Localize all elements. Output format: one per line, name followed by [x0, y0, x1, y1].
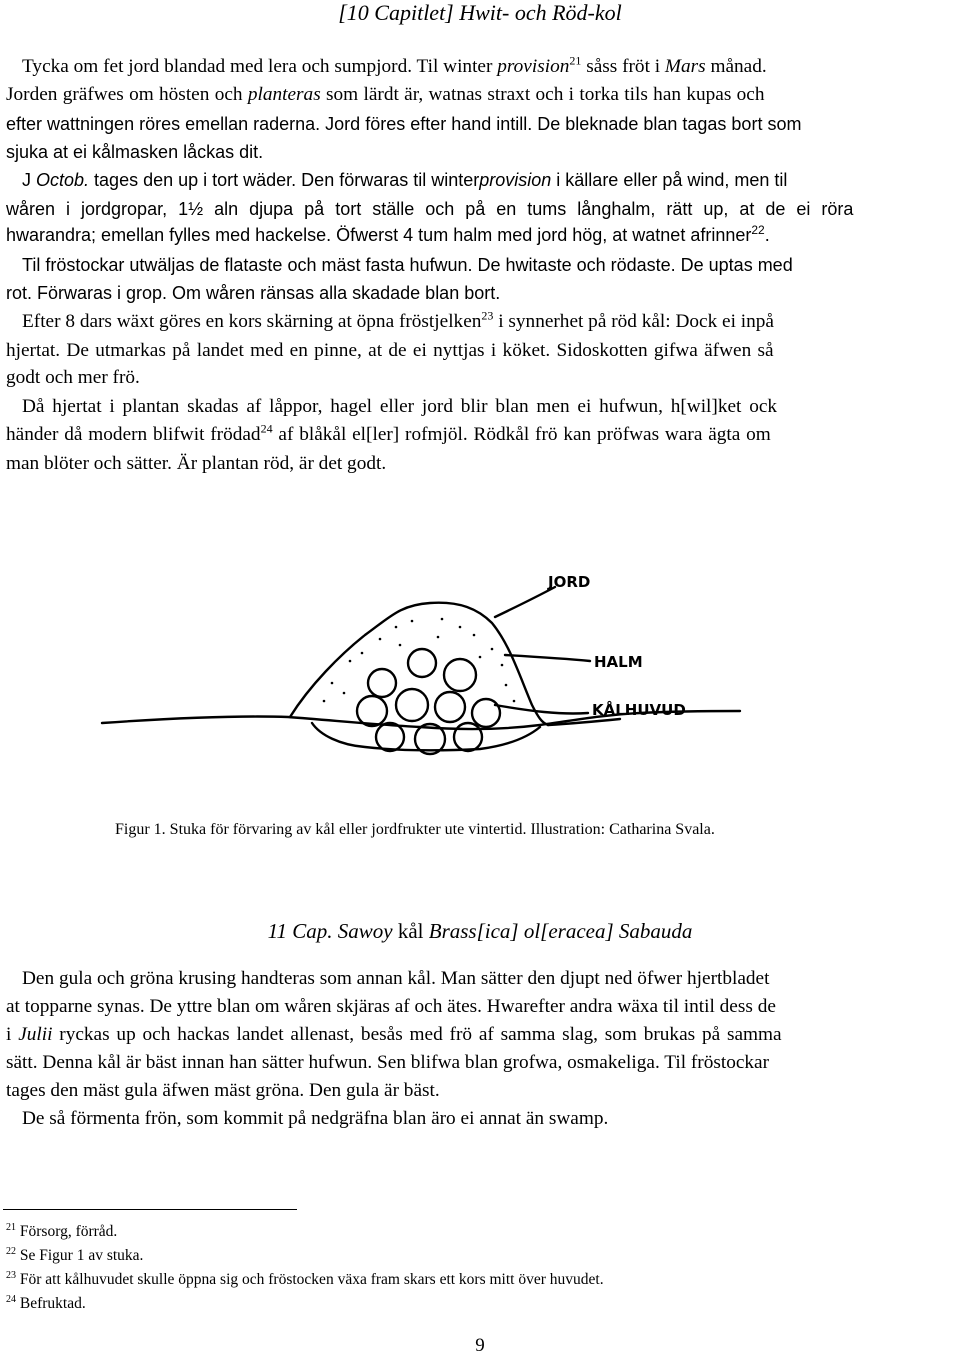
cabbage-head	[472, 699, 500, 727]
text-line	[22, 1108, 608, 1130]
cabbage-head	[368, 669, 396, 697]
text-line	[6, 340, 774, 362]
chapter11-heading	[0, 918, 960, 944]
text-run: rot. Förwaras i grop. Om wåren ränsas alla skadade blan bort.	[6, 283, 501, 303]
text-run: af blåkål el[ler] rofmjöl. Rödkål frö kan pröfwas wara ägta om	[272, 424, 771, 445]
text-line	[6, 84, 764, 106]
text-run: Julii	[18, 1024, 53, 1045]
label-jord: JORD	[548, 573, 591, 591]
cabbage-head	[396, 689, 428, 721]
chapter-heading-text: [10 Capitlet] Hwit- och Röd-kol	[338, 0, 622, 25]
stuka-illustration	[100, 565, 820, 780]
cabbage-head	[357, 696, 387, 726]
text-line	[6, 225, 770, 246]
text-line	[6, 996, 776, 1018]
text-run: provision	[479, 170, 552, 190]
cabbage-head	[408, 649, 436, 677]
label-halm: HALM	[594, 653, 643, 671]
text-line	[6, 1052, 769, 1074]
text-run: tages den up i tort wäder. Den förwaras til winter	[89, 170, 480, 190]
text-run: såss fröt i	[581, 56, 665, 77]
label-leader-jord	[495, 587, 555, 617]
text-run: Tycka om fet jord blandad med lera och sumpjord. Til winter	[22, 56, 498, 77]
chapter-heading	[0, 0, 960, 26]
text-run: i källare eller på wind, men til	[551, 170, 788, 190]
text-run: man blöter och sätter. Är plantan röd, är det godt.	[6, 453, 387, 474]
label-leader-kalhuvud	[495, 705, 588, 714]
footnote-number: 24	[6, 1293, 16, 1305]
text-run: Den gula och gröna krusing handteras som annan kål. Man sätter den djupt ned öfwer hjertbladet	[22, 968, 770, 989]
footnote-text: Försorg, förråd.	[16, 1223, 118, 1240]
text-run: efter wattningen röres emellan raderna. Jord föres efter hand intill. De bleknade blan tagas bort som	[6, 114, 802, 134]
text-run: sjuka at ei kålmasken låckas dit.	[6, 142, 264, 162]
cabbage-head	[376, 723, 404, 751]
footnote-ref: 22	[751, 223, 765, 237]
text-line	[6, 367, 140, 389]
text-run: wåren i jordgropar, 1½ aln djupa på tort ställe och på en tums långhalm, rätt up, at de ei röra	[6, 199, 854, 219]
text-line	[6, 142, 263, 163]
text-run: i synnerhet på röd kål: Dock ei inpå	[493, 311, 774, 332]
footnote	[6, 1246, 143, 1266]
figure-caption: Figur 1. Stuka för förvaring av kål eller jordfrukter ute vintertid. Illustration: Catharina Svala.	[115, 821, 715, 838]
text-run: månad.	[705, 56, 767, 77]
text-run: Til fröstockar utwäljas de flataste och mäst fasta hufwun. De hwitaste och rödaste. De uptas med	[22, 255, 793, 275]
text-line	[22, 308, 774, 333]
footnote	[6, 1294, 86, 1314]
text-line	[6, 283, 500, 304]
text-run: som lärdt är, watnas straxt och i torka tils han kupas och	[320, 84, 765, 105]
footnote-text: För att kålhuvudet skulle öppna sig och fröstocken växa fram skars ett kors mitt över huvudet.	[16, 1271, 604, 1288]
cabbage-head	[435, 692, 465, 722]
text-run: godt och mer frö.	[6, 367, 140, 388]
footnote-ref: 23	[481, 308, 494, 323]
cabbage-head	[454, 723, 482, 751]
text-run: ryckas up och hackas landet allenast, besås med frö af samma slag, som brukas på samma	[52, 1024, 782, 1045]
text-line	[22, 170, 787, 191]
footnote-number: 22	[6, 1245, 16, 1257]
text-run: tages den mäst gula äfwen mäst gröna. Den gula är bäst.	[6, 1080, 440, 1101]
text-run: Brass[ica] ol[eracea] Sabauda	[428, 919, 693, 943]
text-line	[22, 396, 777, 418]
footnote	[6, 1222, 117, 1242]
text-run: hwarandra; emellan fylles med hackelse. Öfwerst 4 tum halm med jord hög, at watnet afrinner	[6, 225, 752, 245]
text-run: Octob.	[36, 170, 90, 190]
cabbage-head	[444, 659, 476, 691]
text-line	[6, 453, 386, 475]
text-run: Efter 8 dars wäxt göres en kors skärning at öpna fröstjelken	[22, 311, 482, 332]
text-line	[22, 255, 793, 276]
text-run: Jorden gräfwes om hösten och	[6, 84, 248, 105]
text-run: 11 Cap.	[267, 919, 333, 943]
text-run: provision	[497, 56, 570, 77]
page-number: 9	[475, 1335, 485, 1356]
text-run: J	[22, 170, 37, 190]
text-line	[6, 199, 853, 220]
text-run: i	[6, 1024, 19, 1045]
text-line	[6, 114, 801, 135]
text-run: Sawoy	[337, 919, 393, 943]
text-run: Då hjertat i plantan skadas af låppor, hagel eller jord blir blan men ei hufwun, h[wil]ket ock	[22, 396, 778, 417]
text-line	[6, 1024, 782, 1046]
text-run: De så förmenta frön, som kommit på nedgräfna blan äro ei annat än swamp.	[22, 1108, 609, 1129]
footnote-ref: 21	[569, 53, 582, 68]
footnote-divider	[3, 1209, 297, 1210]
footnote-ref: 24	[260, 421, 273, 436]
text-run: Mars	[664, 56, 706, 77]
label-kalhuvud: KÅLHUVUD	[592, 701, 686, 719]
text-run: kål	[392, 919, 429, 943]
text-line	[6, 1080, 440, 1102]
text-line	[22, 53, 767, 78]
text-run: .	[764, 225, 770, 245]
footnote-text: Befruktad.	[16, 1295, 86, 1312]
text-run: planteras	[247, 84, 321, 105]
label-leader-halm	[505, 655, 590, 661]
footnote-text: Se Figur 1 av stuka.	[16, 1247, 144, 1264]
text-run: sätt. Denna kål är bäst innan han sätter hufwun. Sen blifwa blan grofwa, osmakeliga. Til fröstockar	[6, 1052, 770, 1073]
footnote-number: 23	[6, 1269, 16, 1281]
text-line	[22, 968, 769, 990]
text-line	[6, 421, 771, 446]
footnote	[6, 1270, 604, 1290]
text-run: händer då modern blifwit frödad	[6, 424, 261, 445]
text-run: at topparne synas. De yttre blan om wåren skjäras af och ätes. Hwarefter andra wäxa til intil dess de	[6, 996, 776, 1017]
footnote-number: 21	[6, 1221, 16, 1233]
text-run: hjertat. De utmarkas på landet med en pinne, at de ei nyttjas i köket. Sidoskotten gifwa äfwen så	[6, 340, 774, 361]
